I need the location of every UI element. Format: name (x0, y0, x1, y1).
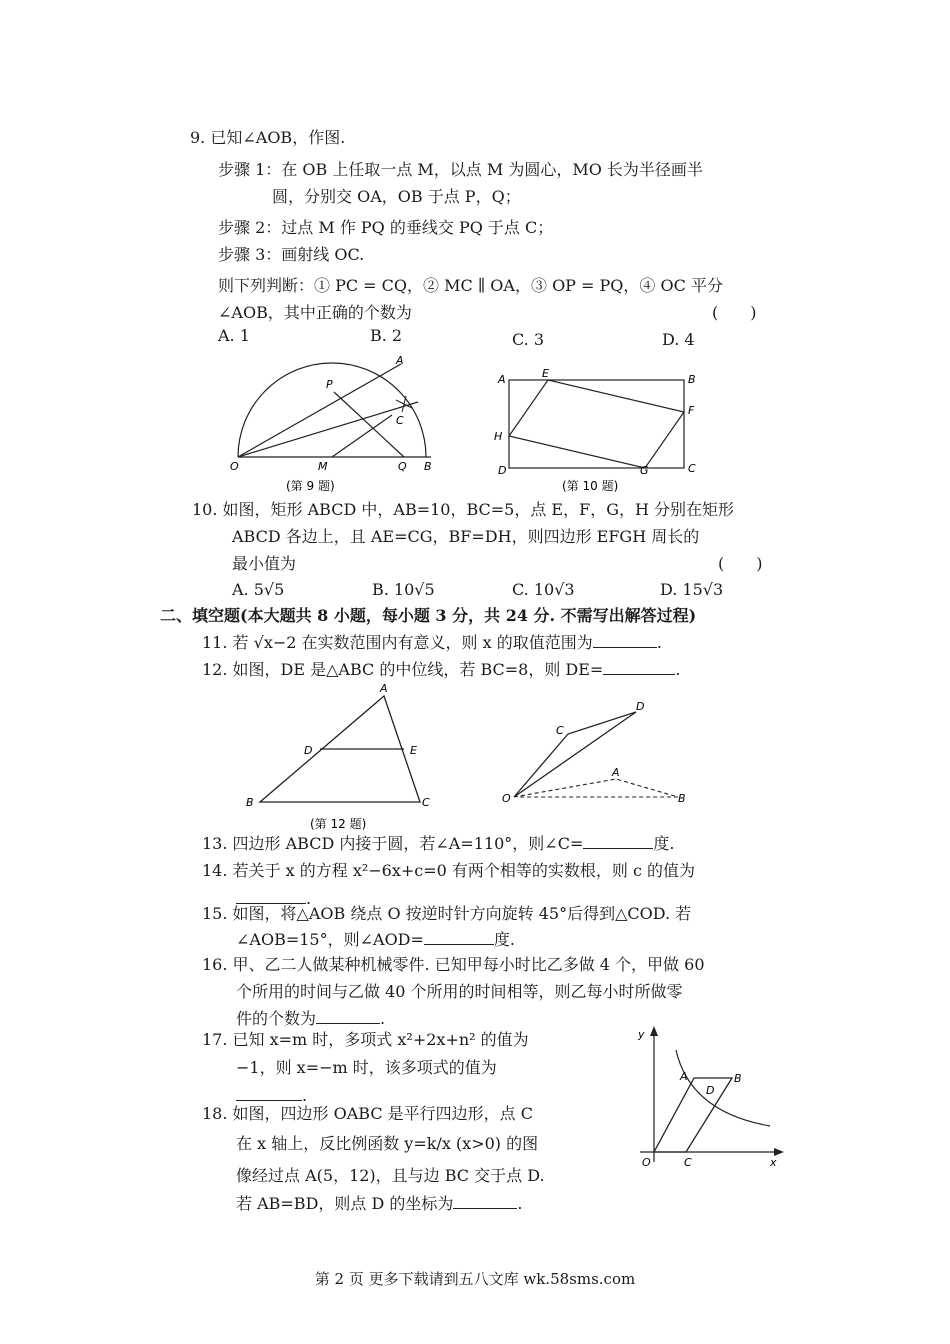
figure-9 (226, 352, 451, 497)
quad-efgh (509, 380, 684, 468)
label-e: E (542, 367, 549, 380)
q15-tail: 度. (493, 930, 516, 949)
q18-blank[interactable] (453, 1194, 517, 1209)
q18-tail: . (517, 1194, 523, 1213)
q13-blank[interactable] (583, 834, 653, 849)
q10-answer-paren: ( ) (718, 554, 763, 573)
label-a: A (498, 373, 506, 386)
figure-12 (238, 682, 438, 834)
q13 (202, 834, 674, 854)
q16-text: 件的个数为 (236, 1009, 317, 1028)
page-footer: 第 2 页 更多下载请到五八文库 wk.58sms.com (314, 1270, 636, 1288)
q18-line4 (236, 1194, 523, 1214)
ray-oa (238, 364, 401, 457)
q10-option-a: A. 5√5 (232, 580, 285, 599)
q17-line1: 17. 已知 x=m 时，多项式 x²+2x+n² 的值为 (202, 1030, 529, 1049)
triangle-ocd (514, 712, 636, 797)
q17-tail: . (302, 1086, 308, 1105)
q15-line1: 15. 如图，将△AOB 绕点 O 按逆时针方向旋转 45°后得到△COD. 若 (202, 904, 692, 923)
q9-judge-line2: ∠AOB，其中正确的个数为 (218, 303, 412, 322)
q12: 12. 如图，DE 是△ABC 的中位线，若 BC=8，则 DE= . (202, 660, 681, 679)
q16-line3 (236, 1009, 385, 1029)
q11-text: 11. 若 √x−2 在实数范围内有意义，则 x 的取值范围为 (202, 633, 593, 652)
label-d: D (304, 744, 313, 757)
ray-oc (238, 402, 418, 457)
q16-line2: 个所用的时间与乙做 40 个所用的时间相等，则乙每小时所做零 (236, 982, 683, 1001)
q16-tail: . (380, 1009, 386, 1028)
q10-option-b: B. 10√5 (372, 580, 435, 599)
label-c: C (556, 724, 564, 737)
q18-line2: 在 x 轴上，反比例函数 y=k/x (x>0) 的图 (236, 1134, 539, 1153)
parallelogram-oabc (654, 1078, 732, 1152)
label-b: B (734, 1072, 742, 1085)
triangle-aob-dashed (514, 779, 678, 797)
q11: 11. 若 √x−2 在实数范围内有意义，则 x 的取值范围为 . (202, 633, 662, 652)
label-b: B (424, 460, 432, 473)
q9-option-d: D. 4 (662, 330, 695, 349)
q13-tail: 度. (653, 834, 675, 853)
label-y: y (638, 1028, 645, 1041)
q17-blank[interactable] (236, 1086, 302, 1101)
q9-step1-line2: 圆，分别交 OA，OB 于点 P，Q； (272, 187, 521, 206)
q9-step2: 步骤 2：过点 M 作 PQ 的垂线交 PQ 于点 C； (218, 218, 554, 237)
label-d: D (498, 464, 507, 477)
q12-text: 12. 如图，DE 是△ABC 的中位线，若 BC=8，则 DE= (202, 660, 604, 679)
q10-option-d: D. 15√3 (660, 580, 724, 599)
hyperbola-curve (676, 1050, 770, 1126)
label-g: G (640, 464, 649, 477)
label-b: B (246, 796, 254, 809)
segment-mc (332, 415, 392, 457)
q13-text: 13. 四边形 ABCD 内接于圆，若∠A=110°，则∠C= (202, 834, 584, 853)
q15-blank[interactable] (424, 930, 494, 945)
label-c: C (396, 414, 404, 427)
label-o: O (230, 460, 239, 473)
q10-line2: ABCD 各边上，且 AE=CG，BF=DH，则四边形 EFGH 周长的 (232, 527, 700, 546)
q15-text: ∠AOB=15°，则∠AOD= (236, 930, 424, 949)
label-b: B (688, 373, 696, 386)
label-c: C (684, 1156, 692, 1169)
label-h: H (494, 430, 503, 443)
q18-text: 若 AB=BD，则点 D 的坐标为 (236, 1194, 454, 1213)
label-a: A (680, 1070, 688, 1083)
q14-line1: 14. 若关于 x 的方程 x²−6x+c=0 有两个相等的实数根，则 c 的值为 (202, 861, 696, 880)
figure-10 (490, 366, 705, 498)
section-2-heading: 二、填空题(本大题共 8 小题，每小题 3 分，共 24 分. 不需写出解答过程) (160, 606, 697, 625)
label-b: B (678, 792, 686, 805)
rectangle-abcd (509, 380, 684, 468)
q10-line3: 最小值为 (232, 554, 297, 573)
label-a: A (396, 354, 404, 367)
q9-option-c: C. 3 (512, 330, 545, 349)
q16-blank[interactable] (316, 1009, 380, 1024)
q9-judge-line1: 则下列判断：① PC = CQ，② MC ∥ OA，③ OP = PQ，④ OC 平分 (218, 276, 723, 295)
q11-blank[interactable] (593, 633, 657, 648)
q18-line3: 像经过点 A(5，12)，且与边 BC 交于点 D. (236, 1166, 545, 1185)
q9-step3: 步骤 3：画射线 OC. (218, 245, 365, 264)
label-c: C (688, 462, 696, 475)
label-d: D (706, 1084, 715, 1097)
fig9-caption: (第 9 题) (286, 479, 335, 493)
label-o: O (502, 792, 511, 805)
fig12-caption: (第 12 题) (310, 817, 367, 831)
label-x: x (770, 1156, 777, 1169)
fig10-caption: (第 10 题) (562, 479, 619, 493)
q17-line2: −1，则 x=−m 时，该多项式的值为 (236, 1058, 497, 1077)
label-p: P (326, 378, 333, 391)
q15-line2 (236, 930, 515, 950)
figure-18 (620, 1022, 790, 1172)
label-a: A (612, 766, 620, 779)
x-axis-arrow (774, 1148, 784, 1156)
label-m: M (318, 460, 328, 473)
q10-line1: 10. 如图，矩形 ABCD 中，AB=10，BC=5，点 E，F，G，H 分别在矩形 (192, 500, 735, 519)
q16-line1: 16. 甲、乙二人做某种机械零件. 已知甲每小时比乙多做 4 个，甲做 60 (202, 955, 705, 974)
figure-15 (500, 700, 700, 810)
q9-answer-paren: ( ) (712, 303, 757, 322)
q9-step1-line1: 步骤 1：在 OB 上任取一点 M，以点 M 为圆心，MO 长为半径画半 (218, 160, 703, 179)
q9-option-a: A. 1 (218, 326, 250, 345)
label-o: O (642, 1156, 651, 1169)
label-a: A (380, 682, 388, 695)
q9-stem: 9. 已知∠AOB，作图. (190, 128, 346, 147)
label-q: Q (398, 460, 407, 473)
q12-blank[interactable] (603, 660, 675, 675)
q10-option-c: C. 10√3 (512, 580, 575, 599)
q14-blank[interactable] (236, 889, 306, 904)
label-c: C (422, 796, 430, 809)
q9-option-b: B. 2 (370, 326, 403, 345)
label-f: F (688, 404, 695, 417)
label-d: D (636, 700, 645, 713)
q14-tail: . (306, 889, 312, 908)
label-e: E (410, 744, 417, 757)
q17-line3 (236, 1086, 307, 1106)
q18-line1: 18. 如图，四边形 OABC 是平行四边形，点 C (202, 1104, 534, 1123)
y-axis-arrow (650, 1026, 658, 1036)
